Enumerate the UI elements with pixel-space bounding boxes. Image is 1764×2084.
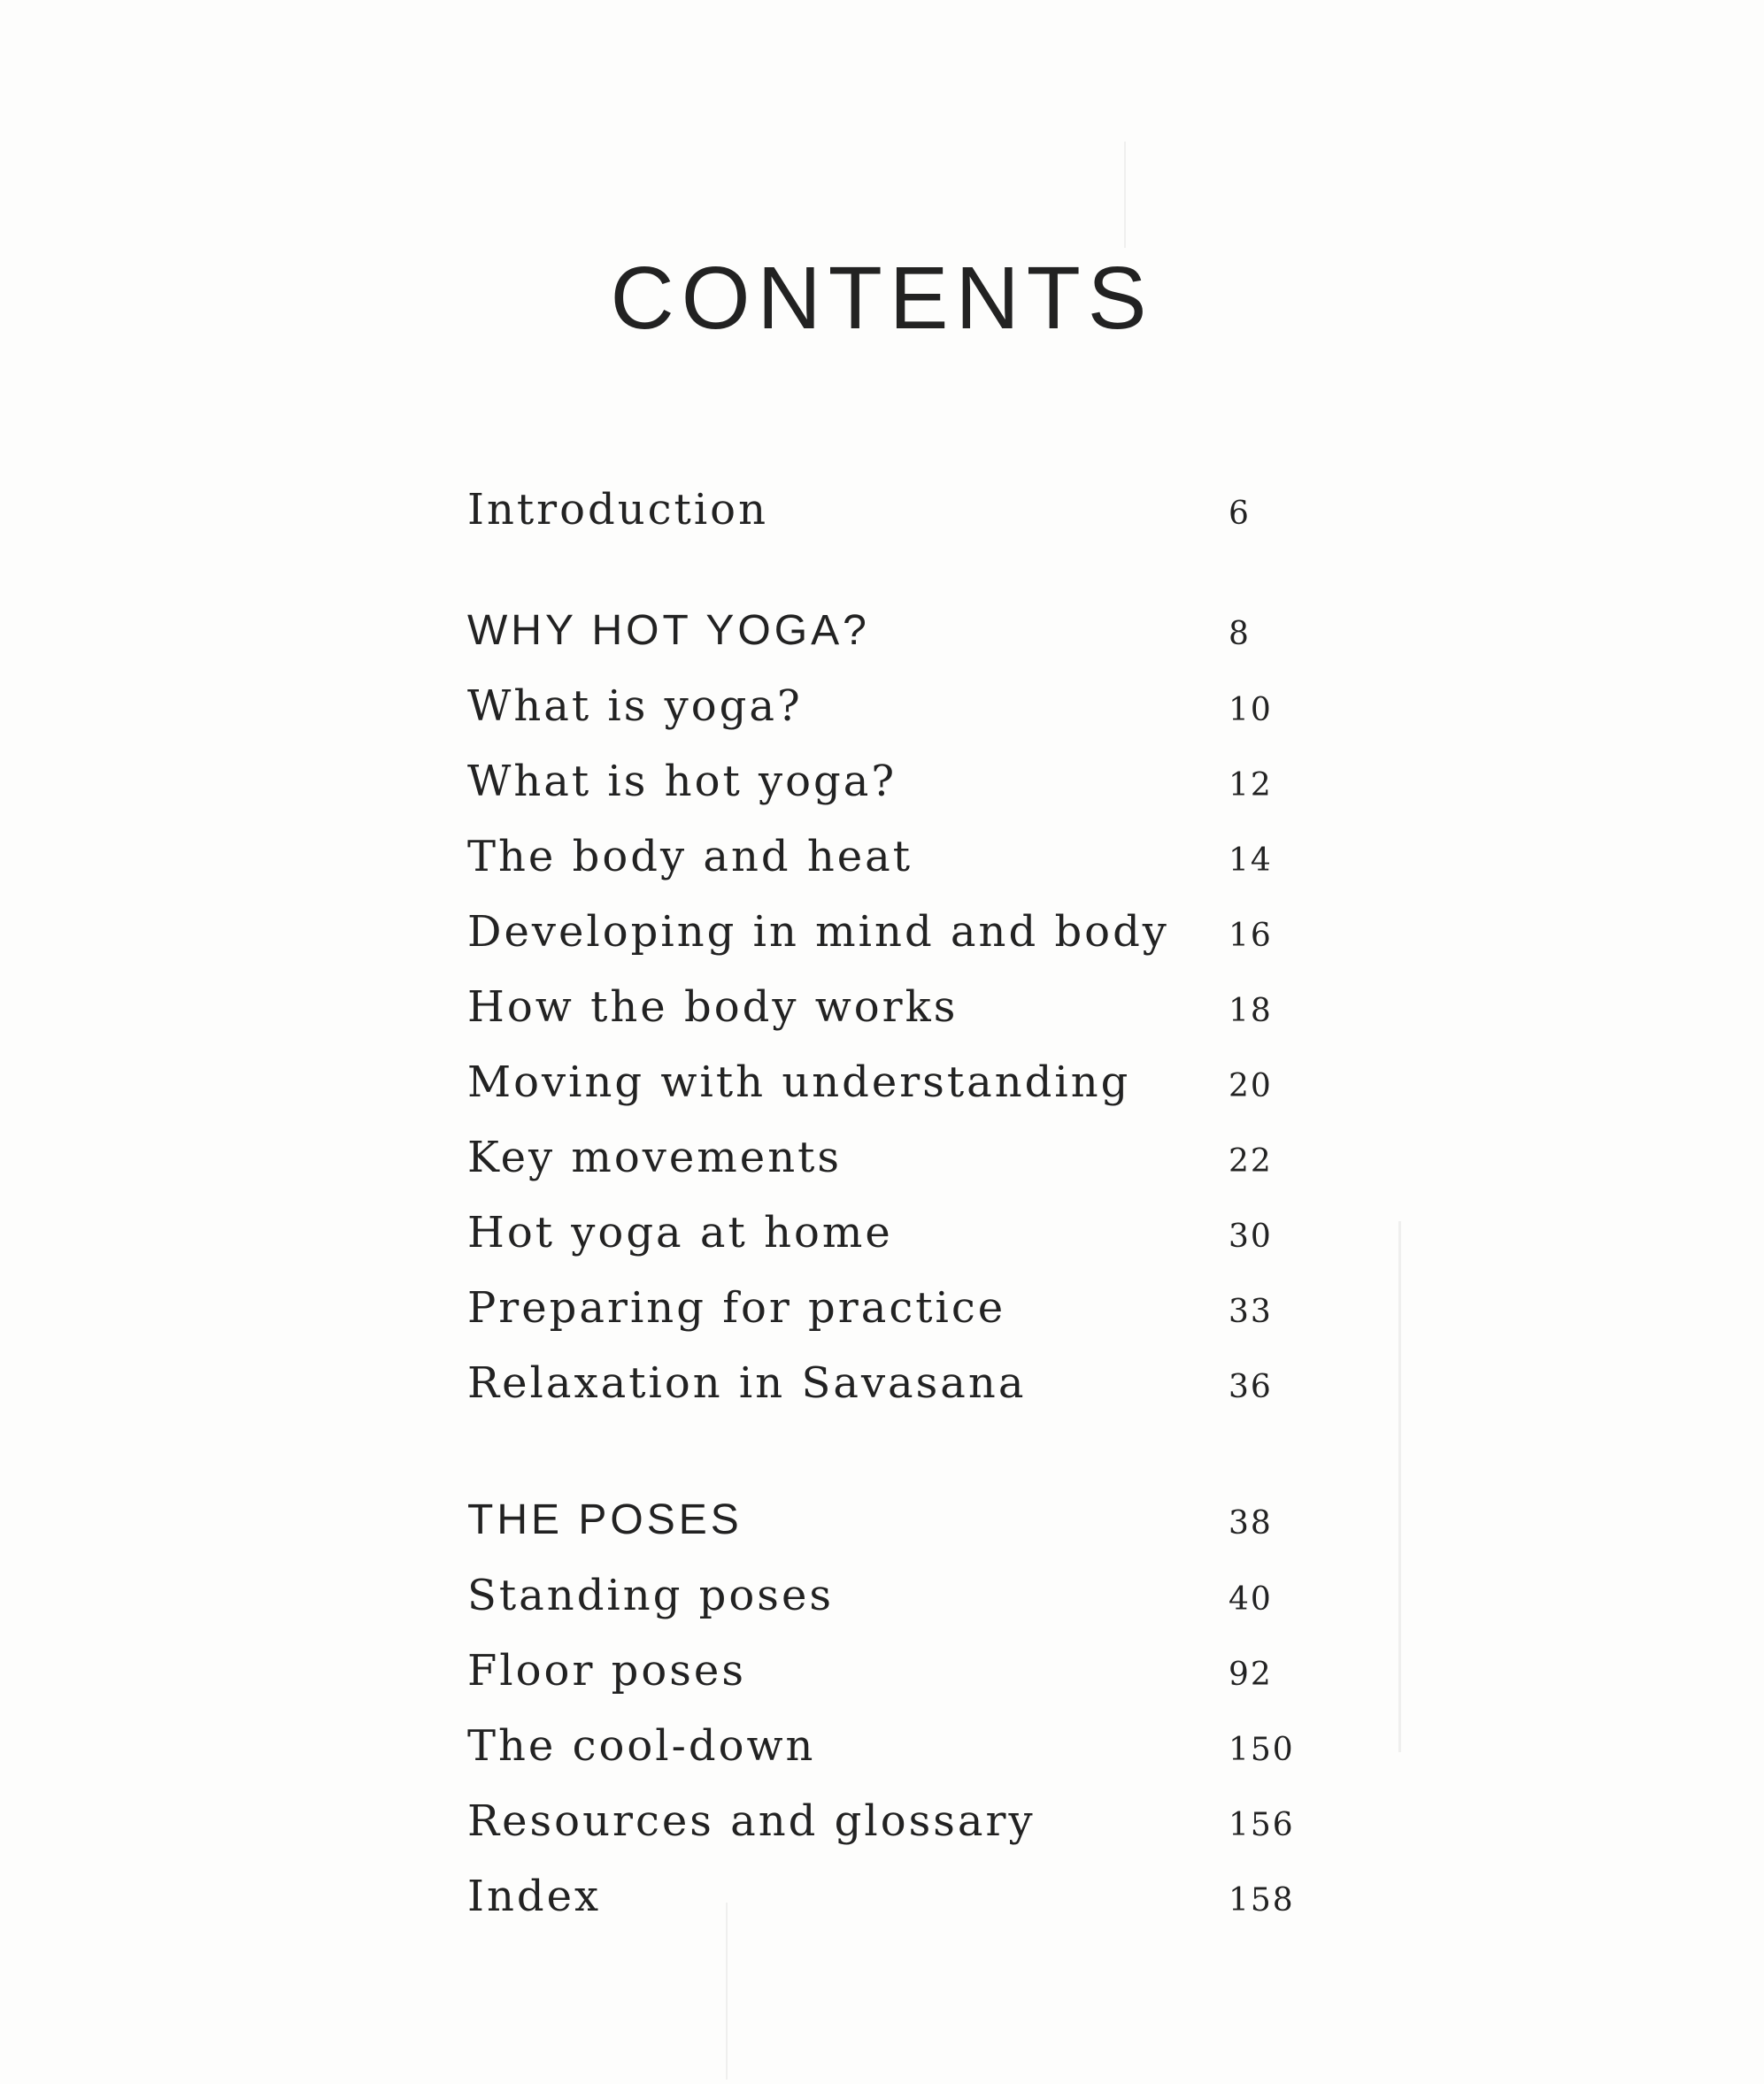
toc-entry[interactable] (467, 1208, 1299, 1282)
toc-entry-title: Moving with understanding (467, 1057, 1131, 1107)
toc-page-number: 38 (1229, 1505, 1273, 1542)
toc-entry-title: Key movements (467, 1133, 843, 1182)
toc-page-number: 20 (1229, 1068, 1273, 1104)
toc-entry-title: Hot yoga at home (467, 1208, 893, 1257)
toc-entry[interactable] (467, 1358, 1299, 1433)
toc-page-number: 18 (1229, 993, 1273, 1029)
toc-entry-title: The cool-down (467, 1721, 816, 1771)
toc-page-number: 8 (1229, 616, 1251, 652)
toc-entry-title: Resources and glossary (467, 1796, 1036, 1846)
toc-page-number: 150 (1229, 1732, 1295, 1768)
toc-page-number: 12 (1229, 767, 1273, 804)
toc-entry[interactable] (467, 1571, 1299, 1645)
toc-entry-title: Relaxation in Savasana (467, 1358, 1027, 1408)
toc-page-number: 33 (1229, 1294, 1273, 1330)
toc-entry-title: How the body works (467, 982, 959, 1032)
toc-entry[interactable] (467, 1872, 1299, 1946)
toc-entry[interactable] (467, 982, 1299, 1057)
toc-page-number: 156 (1229, 1807, 1295, 1843)
toc-entry-title: Developing in mind and body (467, 907, 1169, 957)
page-title: CONTENTS (610, 249, 1154, 348)
toc-entry[interactable] (467, 907, 1299, 981)
toc-page-number: 158 (1229, 1882, 1295, 1919)
toc-section-title: THE POSES (467, 1496, 743, 1543)
toc-page-number: 22 (1229, 1143, 1273, 1180)
toc-entry-title: The body and heat (467, 832, 913, 881)
toc-entry[interactable] (467, 681, 1299, 756)
toc-section-title: WHY HOT YOGA? (467, 607, 870, 654)
toc-entry[interactable] (467, 1057, 1299, 1132)
toc-section-heading[interactable] (467, 606, 1299, 681)
toc-entry-title: What is hot yoga? (467, 757, 897, 806)
toc-entry[interactable] (467, 485, 1299, 559)
scan-artifact (1124, 142, 1126, 248)
toc-entry-title: Preparing for practice (467, 1283, 1006, 1333)
toc-entry-title: Index (467, 1872, 602, 1921)
toc-entry-title: Introduction (467, 485, 768, 534)
toc-page-number: 40 (1229, 1581, 1273, 1618)
toc-page-number: 36 (1229, 1369, 1273, 1405)
toc-entry-title: Floor poses (467, 1646, 746, 1696)
toc-page-number: 92 (1229, 1657, 1273, 1693)
toc-entry[interactable] (467, 757, 1299, 831)
toc-entry[interactable] (467, 1796, 1299, 1871)
toc-page-number: 10 (1229, 692, 1273, 728)
toc-entry[interactable] (467, 1283, 1299, 1357)
toc-page-number: 14 (1229, 842, 1273, 879)
toc-page-number: 16 (1229, 918, 1273, 954)
toc-entry[interactable] (467, 1721, 1299, 1796)
toc-entry[interactable] (467, 832, 1299, 906)
toc-page-number: 30 (1229, 1219, 1273, 1255)
toc-entry-title: What is yoga? (467, 681, 803, 731)
toc-entry[interactable] (467, 1133, 1299, 1207)
toc-section-heading[interactable] (467, 1496, 1299, 1570)
toc-entry[interactable] (467, 1646, 1299, 1720)
toc-entry-title: Standing poses (467, 1571, 834, 1620)
toc-page-number: 6 (1229, 496, 1251, 532)
scan-artifact (1398, 1221, 1401, 1752)
